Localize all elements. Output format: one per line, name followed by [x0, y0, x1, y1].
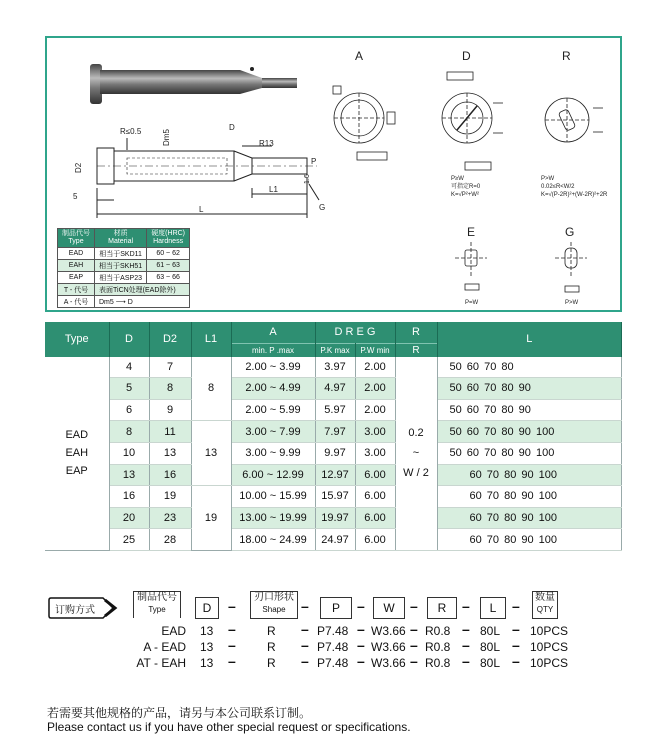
dim-p: P: [311, 157, 317, 166]
table-row: 13 16 6.00 ~ 12.99 12.97 6.00 60 70 80 90 100: [45, 464, 622, 486]
col-pk: P.K max: [315, 343, 355, 357]
order-type-box: 制品代号 Type: [133, 591, 181, 618]
order-badge: 订购方式: [47, 596, 127, 620]
view-r-formula: K=√(P-2R)²+(W-2R)²+2R: [541, 192, 608, 198]
view-r-label: R: [562, 49, 571, 63]
punch-side-view: [97, 138, 319, 218]
view-a: [333, 86, 395, 160]
type-cell: EAD EAH EAP: [45, 357, 109, 551]
spec-row: EAH 相当于SKH51 61 ~ 63: [58, 260, 190, 272]
order-l-box: L: [480, 597, 506, 619]
order-d-box: D: [195, 597, 219, 619]
dim-d2: D2: [74, 162, 83, 173]
view-d-cond2: 可指定R=0: [451, 184, 481, 190]
col-a-sub: min. P .max: [231, 343, 315, 357]
drawing-panel: [45, 36, 622, 312]
view-a-label: A: [355, 49, 364, 63]
table-row: 8 11 13 3.00 ~ 7.99 7.97 3.00 50 60 70 80 90 100: [45, 421, 622, 443]
dimension-table: [45, 322, 622, 551]
order-qty-box: 数量 QTY: [532, 591, 558, 619]
order-shape-box: 刃口形状 Shape: [250, 591, 298, 619]
dim-dm5: Dm5: [162, 129, 171, 146]
dim-l1: L1: [269, 185, 278, 194]
spec-row: EAP 相当于ASP23 63 ~ 66: [58, 272, 190, 284]
table-header-row: [45, 322, 622, 343]
dim-l: L: [199, 205, 204, 214]
dim-g: G: [319, 203, 326, 212]
material-spec-table: [57, 228, 190, 308]
spec-row: EAD 相当于SKD11 60 ~ 62: [58, 248, 190, 260]
table-row: 5 8 2.00 ~ 4.99 4.97 2.00 50 60 70 80 90: [45, 378, 622, 400]
view-r-cond: P>W: [541, 176, 555, 182]
view-d: [442, 72, 503, 170]
order-r-box: R: [427, 597, 457, 619]
dim-angle: 1.6: [304, 174, 311, 184]
view-d-label: D: [462, 49, 471, 63]
col-l: L: [437, 322, 622, 357]
view-d-formula: K=√P²+W²: [451, 192, 479, 198]
dim-r-small: R≤0.5: [120, 127, 142, 136]
spec-header-type: 制品代号 Type: [58, 229, 95, 248]
table-row: 10 13 3.00 ~ 9.99 9.97 3.00 50 60 70 80 90 100: [45, 442, 622, 464]
table-row: 20 23 13.00 ~ 19.99 19.97 6.00 60 70 80 90 100: [45, 507, 622, 529]
table-row: 25 28 18.00 ~ 24.99 24.97 6.00 60 70 80 90 100: [45, 529, 622, 551]
col-type: Type: [45, 322, 109, 357]
view-g-cond: P>W: [565, 300, 579, 306]
dim-d: D: [229, 123, 235, 132]
col-d: D: [109, 322, 149, 357]
l1-group: 13: [191, 421, 231, 486]
view-e: [455, 242, 487, 290]
spec-t-row: T - 代号 表面TiCN处理(EAD除外): [58, 284, 190, 296]
col-l1: L1: [191, 322, 231, 357]
table-row: 6 9 2.00 ~ 5.99 5.97 2.00 50 60 70 80 90: [45, 399, 622, 421]
col-d2: D2: [149, 322, 191, 357]
punch-3d-image: [90, 64, 297, 104]
l1-group: 8: [191, 357, 231, 421]
footer-note-en: Please contact us if you have other special request or specifications.: [47, 720, 411, 734]
r-range-cell: 0.2 ~ W / 2: [395, 357, 437, 551]
view-g: [555, 242, 587, 292]
order-w-box: W: [373, 597, 405, 619]
spec-header-hardness: 硬度(HRC) Hardness: [147, 229, 190, 248]
dim-five: 5: [73, 192, 78, 201]
col-dreg: D R E G: [315, 322, 395, 343]
spec-header-material: 材质 Material: [95, 229, 147, 248]
view-r-cond2: 0.02≤R<W/2: [541, 184, 575, 190]
col-pw: P.W min: [355, 343, 395, 357]
view-d-cond: P≥W: [451, 176, 464, 182]
table-row: 16 19 19 10.00 ~ 15.99 15.97 6.00 60 70 80 90 100: [45, 486, 622, 508]
view-g-label: G: [565, 225, 575, 239]
col-r: R: [395, 322, 437, 343]
spec-a-row: A - 代号 Dm5 ⟶ D: [58, 296, 190, 308]
view-e-label: E: [467, 225, 476, 239]
order-p-box: P: [320, 597, 352, 619]
dim-r13: R13: [259, 139, 274, 148]
col-r-sub: R: [395, 343, 437, 357]
view-e-cond: P=W: [465, 300, 479, 306]
view-r: [545, 98, 603, 142]
footer-note-cn: 若需要其他规格的产品，请另与本公司联系订制。: [47, 706, 312, 720]
col-a: A: [231, 322, 315, 343]
table-row: EAD EAH EAP 4 7 8 2.00 ~ 3.99 3.97 2.00 0.2 ~ W / 2 50 60 70 80: [45, 357, 622, 378]
l1-group: 19: [191, 486, 231, 551]
